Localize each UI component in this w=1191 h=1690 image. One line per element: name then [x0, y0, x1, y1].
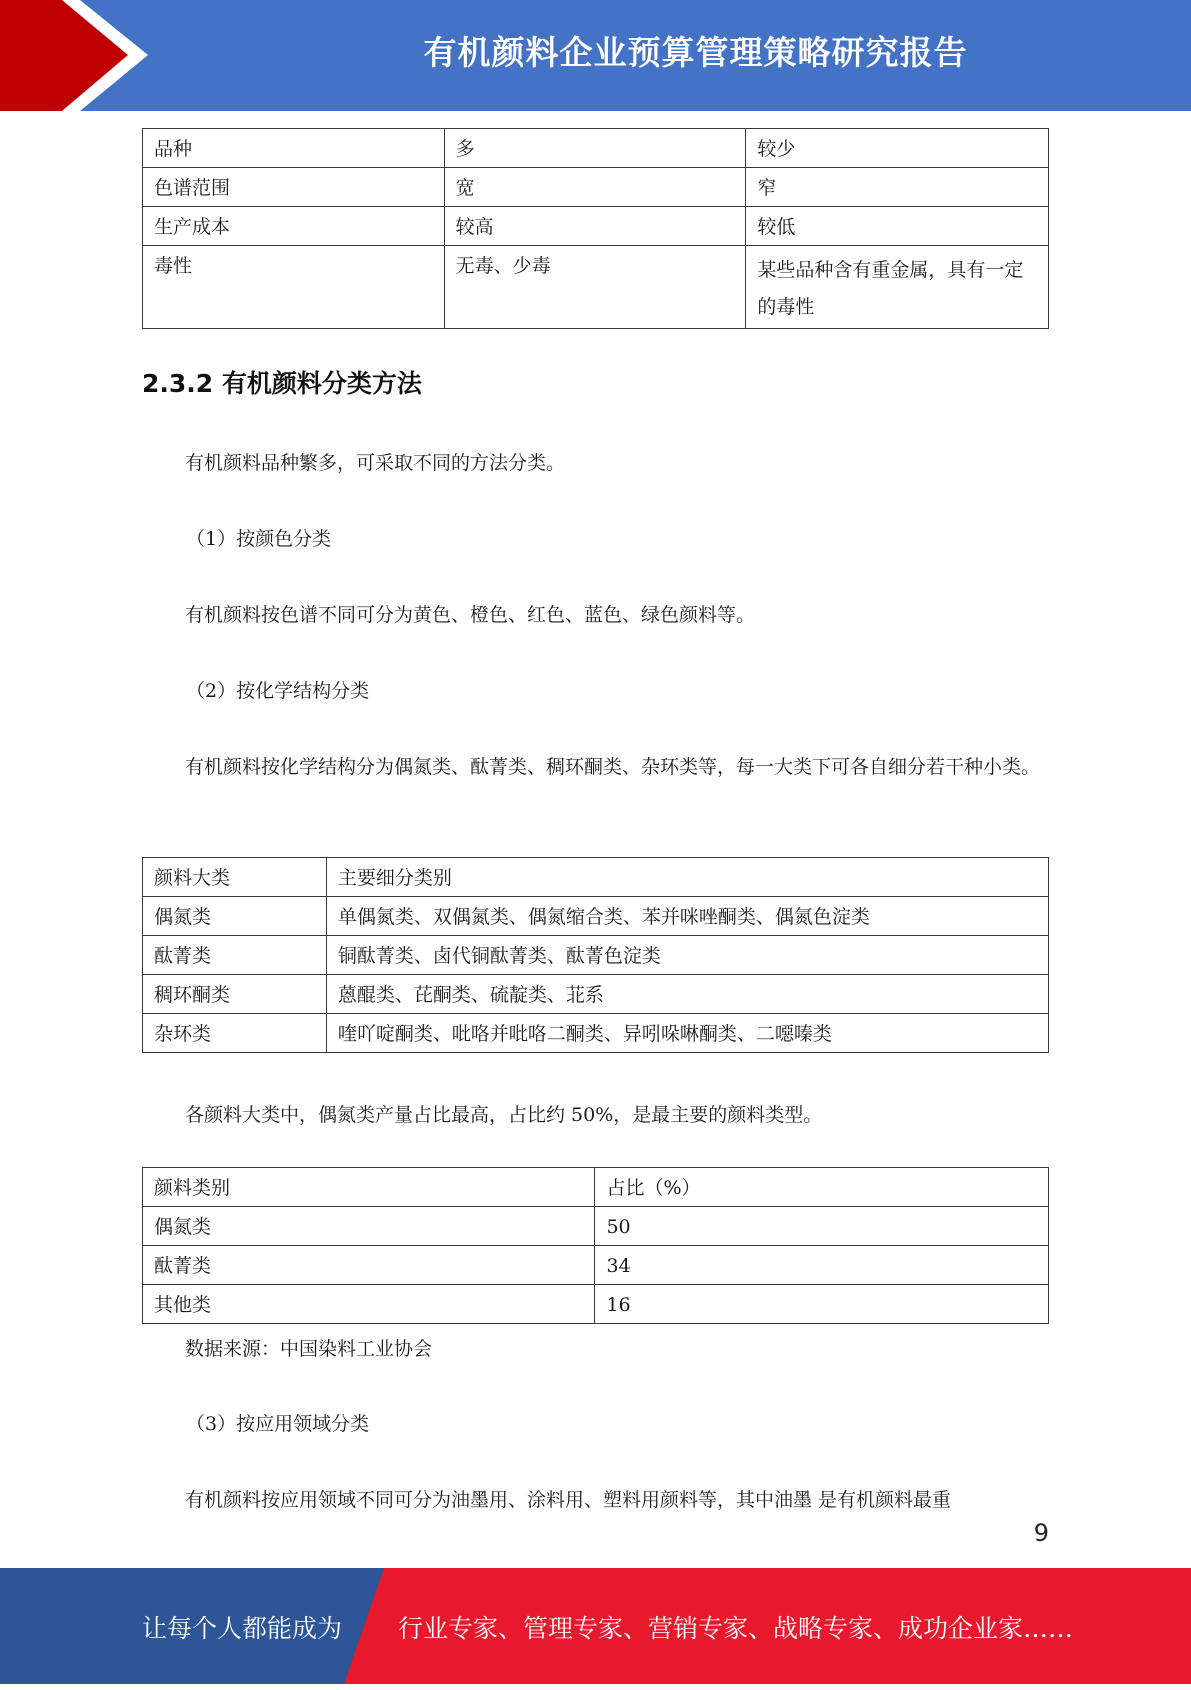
table-cell: 色谱范围	[143, 168, 445, 207]
table-cell: 50	[595, 1207, 1049, 1246]
table-cell: 杂环类	[143, 1014, 327, 1053]
table-cell: 34	[595, 1246, 1049, 1285]
table-row	[143, 1168, 1049, 1207]
table-cell: 品种	[143, 129, 445, 168]
table-cell: 其他类	[143, 1285, 595, 1324]
table-cell: 生产成本	[143, 207, 445, 246]
table-row	[143, 1207, 1049, 1246]
table-cell: 铜酞菁类、卤代铜酞菁类、酞菁色淀类	[326, 936, 1048, 975]
table-cell: 酞菁类	[143, 936, 327, 975]
table-row	[143, 897, 1049, 936]
comparison-table	[142, 128, 1049, 329]
data-source-note: 数据来源：中国染料工业协会	[185, 1338, 433, 1360]
table-row	[143, 129, 1049, 168]
table-cell: 颜料大类	[143, 858, 327, 897]
table-cell: 酞菁类	[143, 1246, 595, 1285]
table-cell: 稠环酮类	[143, 975, 327, 1014]
table-row	[143, 246, 1049, 329]
table-cell: 毒性	[143, 246, 445, 329]
structure-paragraph: 有机颜料按化学结构分为偶氮类、酞菁类、稠环酮类、杂环类等，每一大类下可各自细分若干种小类。	[185, 756, 1041, 778]
table-row	[143, 207, 1049, 246]
table-cell: 蒽醌类、芘酮类、硫靛类、苝系	[326, 975, 1048, 1014]
intro-paragraph: 有机颜料品种繁多，可采取不同的方法分类。	[185, 452, 566, 474]
color-paragraph: 有机颜料按色谱不同可分为黄色、橙色、红色、蓝色、绿色颜料等。	[185, 604, 756, 626]
table-cell: 偶氮类	[143, 1207, 595, 1246]
table-row	[143, 936, 1049, 975]
table-cell: 较少	[746, 129, 1049, 168]
subheading-by-structure: （2）按化学结构分类	[186, 680, 370, 702]
table-cell: 单偶氮类、双偶氮类、偶氮缩合类、苯并咪唑酮类、偶氮色淀类	[326, 897, 1048, 936]
table-cell: 16	[595, 1285, 1049, 1324]
table-cell: 窄	[746, 168, 1049, 207]
page-number: 9	[1033, 1519, 1049, 1547]
table-cell: 无毒、少毒	[444, 246, 746, 329]
table-row	[143, 1014, 1049, 1053]
table-row	[143, 1246, 1049, 1285]
report-title: 有机颜料企业预算管理策略研究报告	[423, 33, 968, 72]
table-cell: 多	[444, 129, 746, 168]
table-row	[143, 168, 1049, 207]
table-cell: 某些品种含有重金属，具有一定的毒性	[746, 246, 1049, 329]
share-table	[142, 1167, 1049, 1324]
subheading-by-color: （1）按颜色分类	[186, 528, 332, 550]
classification-table	[142, 857, 1049, 1053]
share-paragraph: 各颜料大类中，偶氮类产量占比最高，占比约 50%，是最主要的颜料类型。	[185, 1104, 823, 1126]
table-row	[143, 1285, 1049, 1324]
footer-slogan-right: 行业专家、管理专家、营销专家、战略专家、成功企业家……	[398, 1614, 1074, 1643]
table-cell: 偶氮类	[143, 897, 327, 936]
page-footer	[0, 1568, 1191, 1684]
table-cell: 颜料类别	[143, 1168, 595, 1207]
table-cell: 喹吖啶酮类、吡咯并吡咯二酮类、异吲哚啉酮类、二噁嗪类	[326, 1014, 1048, 1053]
section-heading: 2.3.2 有机颜料分类方法	[142, 369, 422, 398]
table-cell: 占比（%）	[595, 1168, 1049, 1207]
table-row	[143, 858, 1049, 897]
application-paragraph: 有机颜料按应用领域不同可分为油墨用、涂料用、塑料用颜料等，其中油墨 是有机颜料最重	[185, 1489, 952, 1511]
subheading-by-application: （3）按应用领域分类	[186, 1413, 370, 1435]
table-cell: 较低	[746, 207, 1049, 246]
table-row	[143, 975, 1049, 1014]
table-cell: 较高	[444, 207, 746, 246]
page-header	[0, 0, 1191, 111]
table-cell: 宽	[444, 168, 746, 207]
footer-slogan-left: 让每个人都能成为	[142, 1614, 343, 1643]
table-cell: 主要细分类别	[326, 858, 1048, 897]
